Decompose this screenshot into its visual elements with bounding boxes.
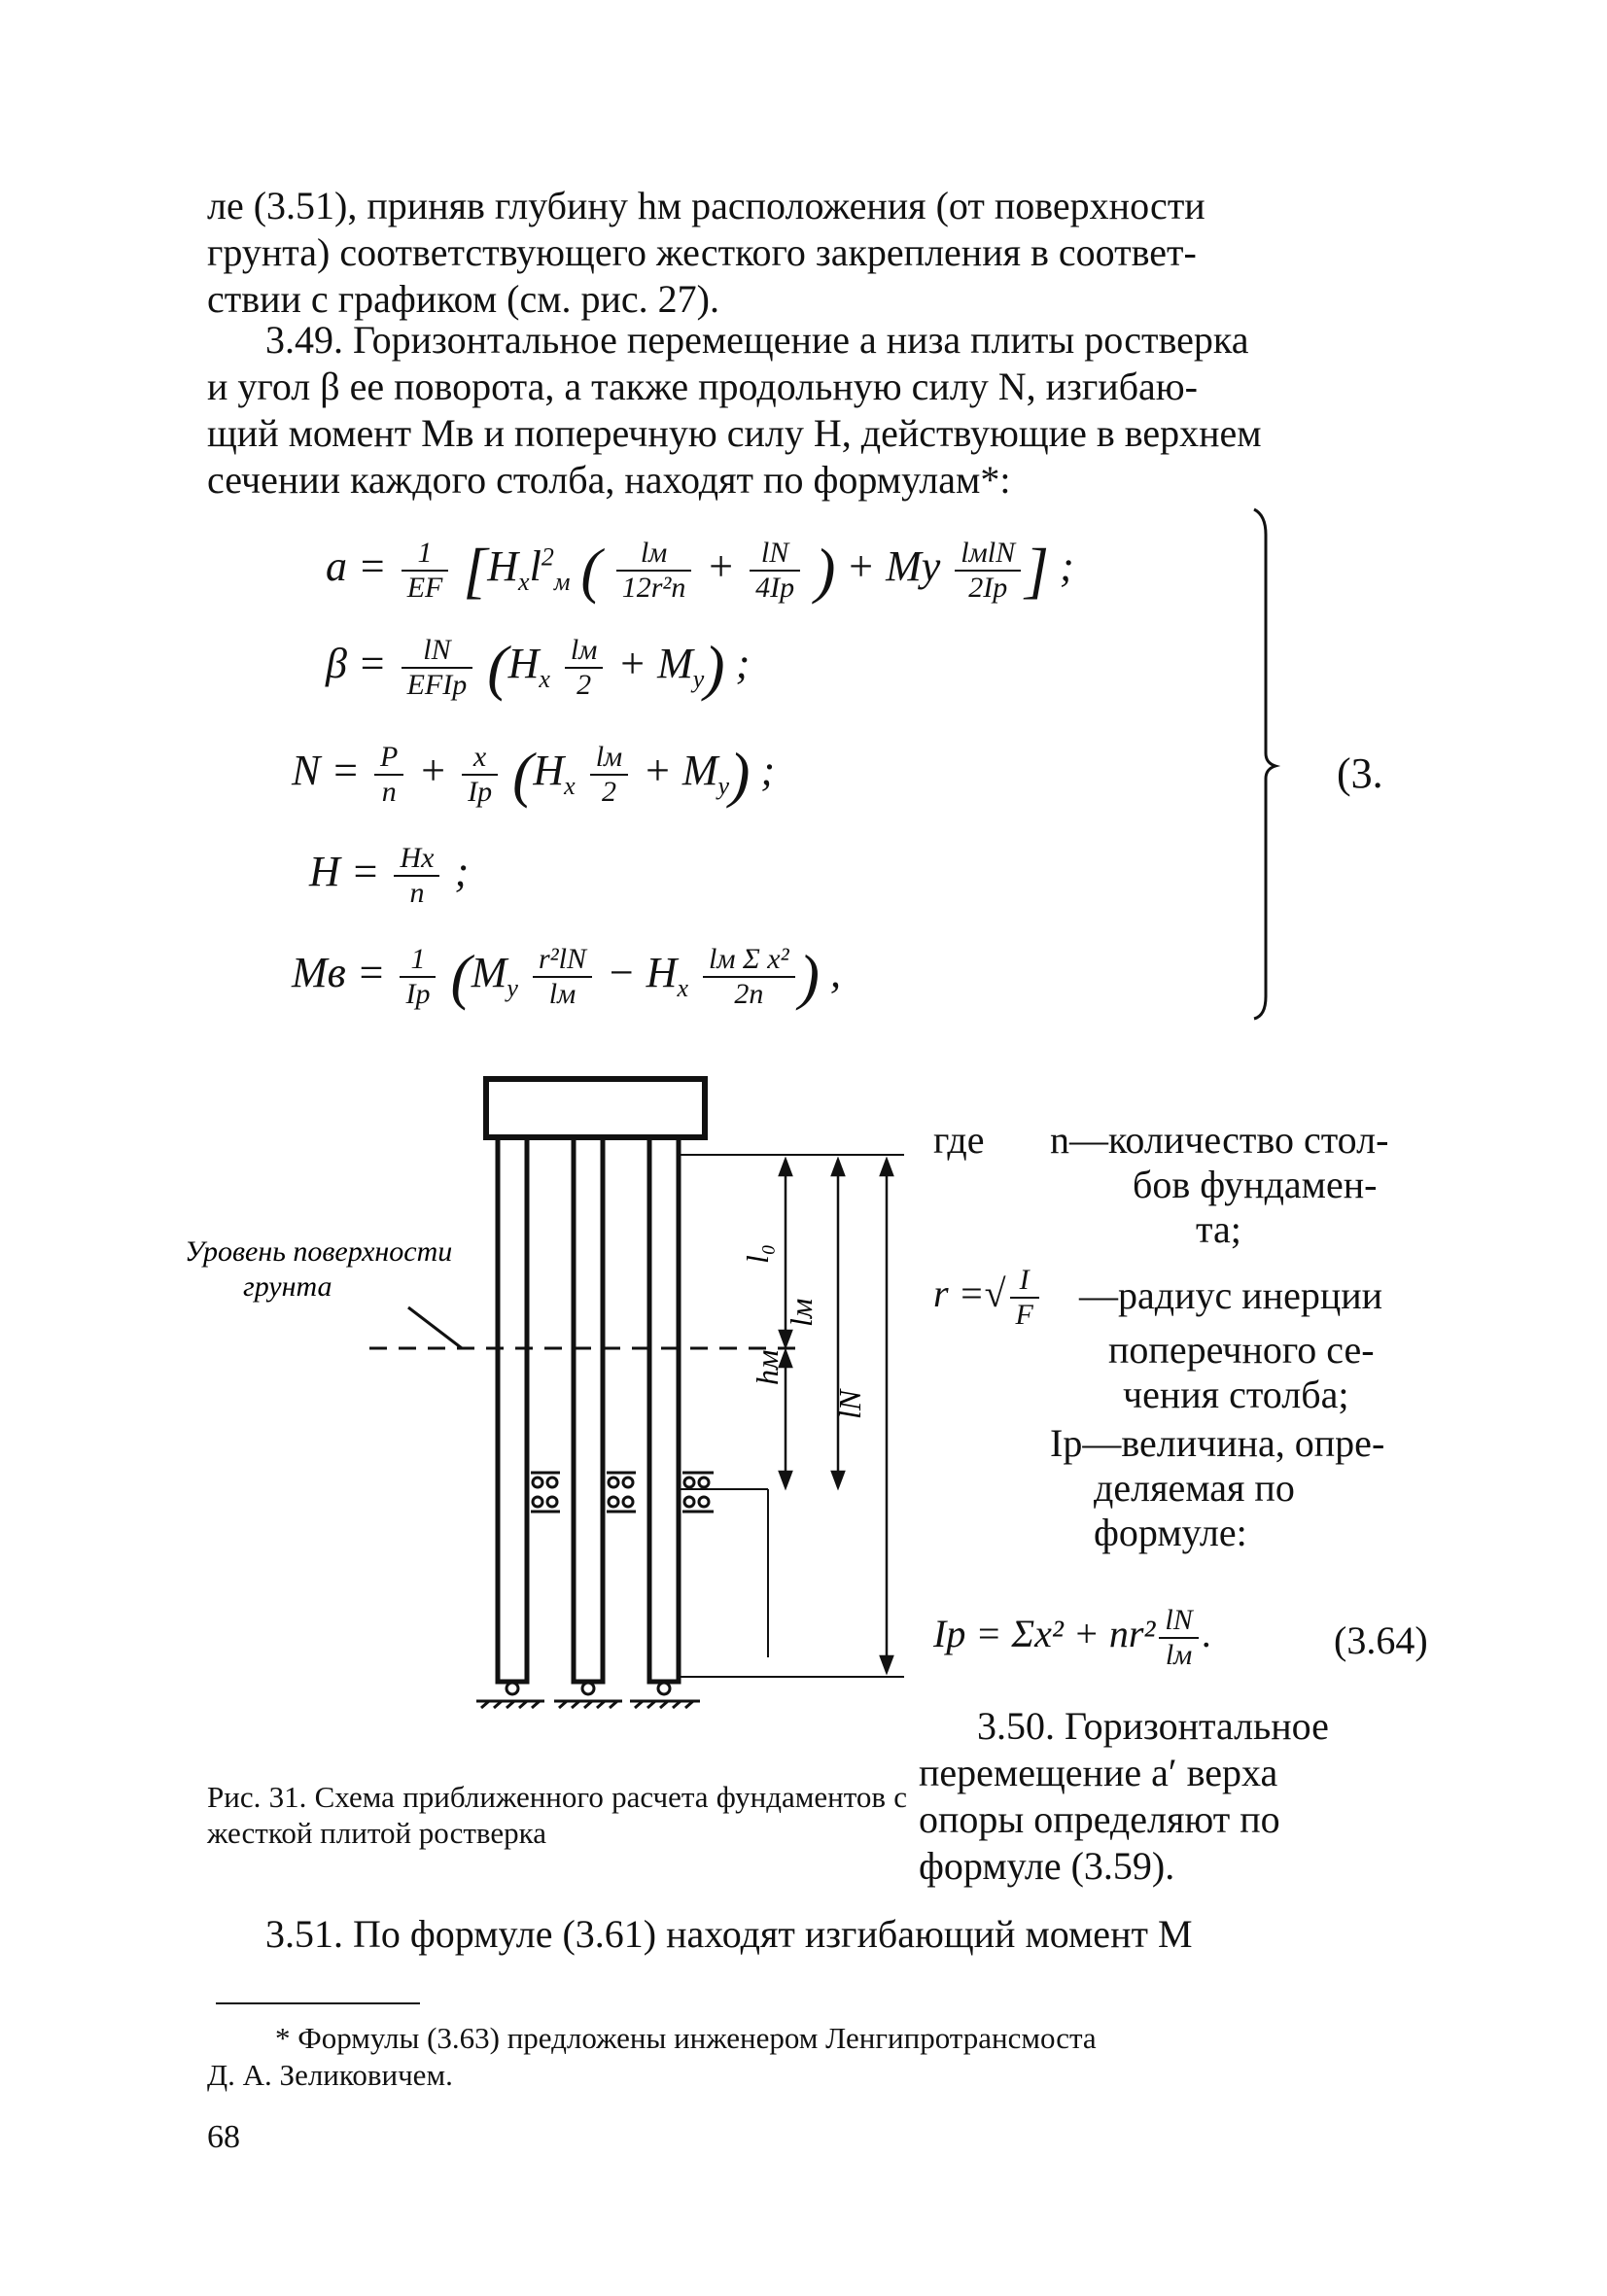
text-line: формуле: — [1094, 1511, 1247, 1554]
formula-lhs: Iр = Σx² + nr² — [933, 1612, 1156, 1656]
ground-label: Уровень поверхности — [185, 1235, 453, 1268]
frac-num: Hx — [394, 842, 439, 877]
frac-num: lN — [402, 634, 473, 669]
frac-num: lм — [590, 741, 628, 776]
text-line: щий момент Mв и поперечную силу H, действующие в верхнем — [207, 411, 1262, 455]
frac-den: n — [409, 877, 425, 909]
frac-num: 1 — [402, 537, 449, 572]
text-line: грунта) соответствующего жесткого закрепления в соответ- — [207, 230, 1197, 274]
formula-lhs: r = — [933, 1271, 985, 1316]
frac-num: lмlN — [955, 537, 1021, 572]
formula-beta: β = $\frac{lN}{\text{EFIр}}$ ($H_x$ $\frac{lм}{2}$ + $M_y$) ; — [326, 633, 751, 702]
frac-den: 12r²n — [621, 572, 686, 604]
footnote — [207, 2020, 1435, 2094]
dim-label-lN: lN — [832, 1389, 867, 1419]
dim-label-l0: l₀ — [740, 1243, 775, 1264]
text-line: 3.51. По формуле (3.61) находят изгибающий момент M — [265, 1912, 1193, 1956]
frac-num: lN — [750, 537, 800, 572]
text-line: ствии с графиком (см. рис. 27). — [207, 277, 719, 321]
frac-den: 4Iр — [755, 572, 795, 604]
ground-label: грунта — [243, 1270, 332, 1303]
frac-num: x — [462, 741, 498, 776]
frac-num: lм — [616, 537, 692, 572]
equation-number: (3. — [1337, 749, 1383, 797]
where-word: где — [933, 1118, 985, 1162]
text-line: * Формулы (3.63) предложены инженером Ленгипротрансмоста — [275, 2021, 1097, 2055]
text-line: 3.50. Горизонтальное — [977, 1704, 1329, 1748]
figure-caption: Рис. 31. Схема приближенного расчета фундаментов с жесткой плитой ростверка — [207, 1780, 907, 1850]
frac-den: 2Iр — [968, 572, 1008, 604]
dim-label-hm: hм — [750, 1349, 785, 1385]
text-line: и угол β ее поворота, а также продольную силу N, изгибаю- — [207, 365, 1199, 408]
frac-num: lм — [565, 634, 603, 669]
text-line: та; — [1196, 1207, 1241, 1251]
formula-term: + My — [846, 542, 941, 591]
foundation-diagram — [185, 1074, 924, 1755]
text-line: бов фундамен- — [1133, 1163, 1378, 1206]
text-line: поперечного се- — [1108, 1328, 1375, 1372]
frac-den: Iр — [468, 776, 493, 808]
formula-lhs: H = — [309, 848, 380, 896]
formula-a: a = $\frac{1}{EF}$ [$H_xl^2_м$ ( $\frac{lм}{\text{12r²n}}$ + $\frac{lN}{4Iр}$ ) + My $\frac{\text{lмlN}}{2Iр}$ ] ; — [326, 536, 1074, 605]
frac-num: lм Σ x² — [703, 943, 795, 978]
text-line: Iр—величина, опре- — [1050, 1421, 1385, 1465]
system-brace — [1244, 505, 1283, 1021]
formula-Mv: Mв = $\frac{1}{Iр}$ ($M_y$ $\frac{\text{r²lN}}{lм}$ − $H_x$ $\frac{\text{lм Σ x²}}{2n}$ ) , — [292, 942, 841, 1011]
formula-N: N = $\frac{P}{n}$ + $\frac{x}{Iр}$ ($H_x$ $\frac{lм}{2}$ + $M_y$) ; — [292, 740, 776, 809]
formula-3-64: Iр = Σx² + nr² $\frac{lN}{lм}$ . — [933, 1604, 1212, 1671]
frac-den: lм — [1165, 1639, 1193, 1671]
formula-H: H = $\frac{Hx}{n}$ ; — [309, 842, 470, 909]
frac-num: P — [374, 741, 403, 776]
formula-lhs: β = — [326, 640, 387, 688]
definition-r-formula: r =√ $\frac{I}{F}$ — [933, 1264, 1043, 1332]
frac-den: F — [1015, 1299, 1033, 1331]
frac-den: EF — [406, 572, 443, 604]
frac-den: 2n — [734, 978, 764, 1010]
text-line: n—количество стол- — [1050, 1118, 1389, 1162]
frac-den: Iр — [405, 978, 431, 1010]
text-line: перемещение a′ верха — [919, 1751, 1278, 1794]
definition-n — [1050, 1118, 1439, 1252]
text-line: ле (3.51), приняв глубину hм расположения (от поверхности — [207, 184, 1205, 227]
frac-num: lN — [1159, 1604, 1198, 1639]
text-line: сечении каждого столба, находят по формулам*: — [207, 458, 1011, 502]
frac-den: EFIр — [406, 669, 468, 701]
frac-num: r²lN — [533, 943, 592, 978]
text-line: деляемая по — [1094, 1466, 1295, 1510]
definition-r — [1079, 1273, 1449, 1417]
text-line: опоры определяют по — [919, 1797, 1280, 1841]
paragraph-3-50 — [919, 1703, 1439, 1890]
frac-den: 2 — [601, 776, 616, 808]
formula-term: H — [487, 542, 519, 591]
formula-lhs: N = — [292, 747, 361, 795]
text-line: формуле (3.59). — [919, 1844, 1175, 1888]
frac-num: I — [1010, 1264, 1039, 1299]
frac-den: 2 — [576, 669, 592, 701]
text-line: 3.49. Горизонтальное перемещение a низа плиты ростверка — [265, 318, 1249, 362]
definition-Ip — [1050, 1421, 1439, 1555]
formula-lhs: a = — [326, 542, 387, 591]
text-line: Д. А. Зеликовичем. — [207, 2058, 453, 2092]
text-line: —радиус инерции — [1079, 1273, 1383, 1317]
frac-num: 1 — [400, 943, 436, 978]
footnote-rule — [216, 2002, 420, 2004]
equation-number-3-64: (3.64) — [1334, 1618, 1428, 1662]
page-number: 68 — [207, 2119, 240, 2155]
text-line: чения столба; — [1123, 1373, 1349, 1416]
frac-den: lм — [548, 978, 576, 1010]
fixation-marks — [531, 1473, 714, 1512]
frac-den: n — [381, 776, 397, 808]
dim-label-lm: lм — [784, 1298, 819, 1327]
formula-lhs: Mв = — [292, 949, 386, 997]
